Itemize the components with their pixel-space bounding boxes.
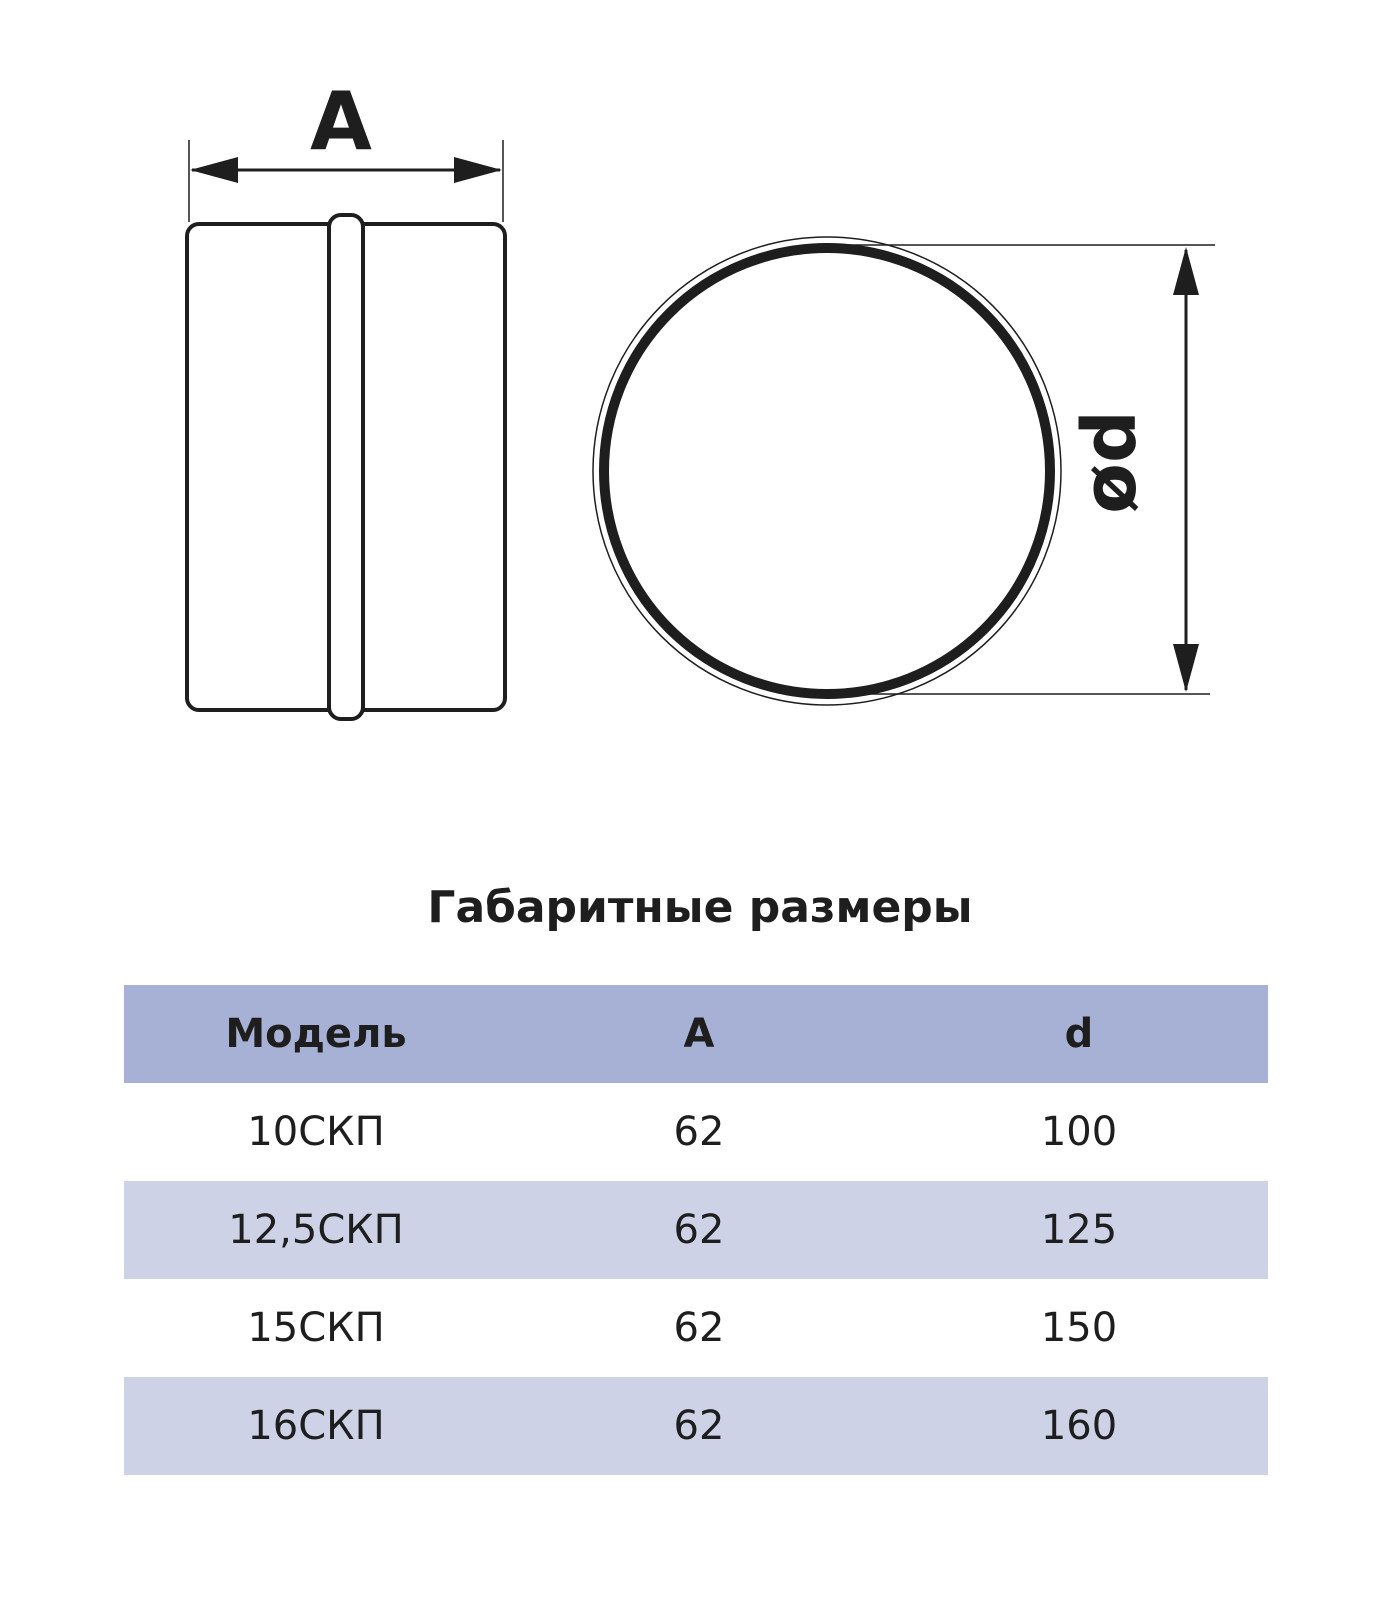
cell-model: 12,5СКП bbox=[228, 1207, 404, 1253]
cell-d: 125 bbox=[1040, 1207, 1118, 1253]
cell-d: 150 bbox=[1040, 1305, 1118, 1351]
dimension-arrow-d bbox=[1173, 247, 1199, 692]
cell-a: 62 bbox=[673, 1305, 725, 1351]
dimensions-table bbox=[124, 985, 1268, 1475]
header-a: A bbox=[683, 1011, 715, 1057]
header-d: d bbox=[1064, 1011, 1094, 1057]
table-row bbox=[124, 1083, 1268, 1181]
cell-model: 10СКП bbox=[247, 1109, 385, 1155]
coupling-front-view bbox=[593, 237, 1061, 705]
cell-model: 16СКП bbox=[247, 1403, 385, 1449]
header-model: Модель bbox=[225, 1011, 407, 1057]
cell-model: 15СКП bbox=[247, 1305, 385, 1351]
table-row bbox=[124, 1377, 1268, 1475]
table-row bbox=[124, 1181, 1268, 1279]
cell-a: 62 bbox=[673, 1207, 725, 1253]
cell-a: 62 bbox=[673, 1109, 725, 1155]
table-title: Габаритные размеры bbox=[427, 882, 973, 933]
dimension-label-a: A bbox=[310, 75, 372, 168]
dimension-label-d: ød bbox=[1067, 410, 1153, 514]
coupling-center-band bbox=[329, 215, 363, 719]
cell-d: 160 bbox=[1040, 1403, 1118, 1449]
table-row bbox=[124, 1279, 1268, 1377]
cell-d: 100 bbox=[1040, 1109, 1118, 1155]
table-header-row bbox=[124, 985, 1268, 1083]
cell-a: 62 bbox=[673, 1403, 725, 1449]
